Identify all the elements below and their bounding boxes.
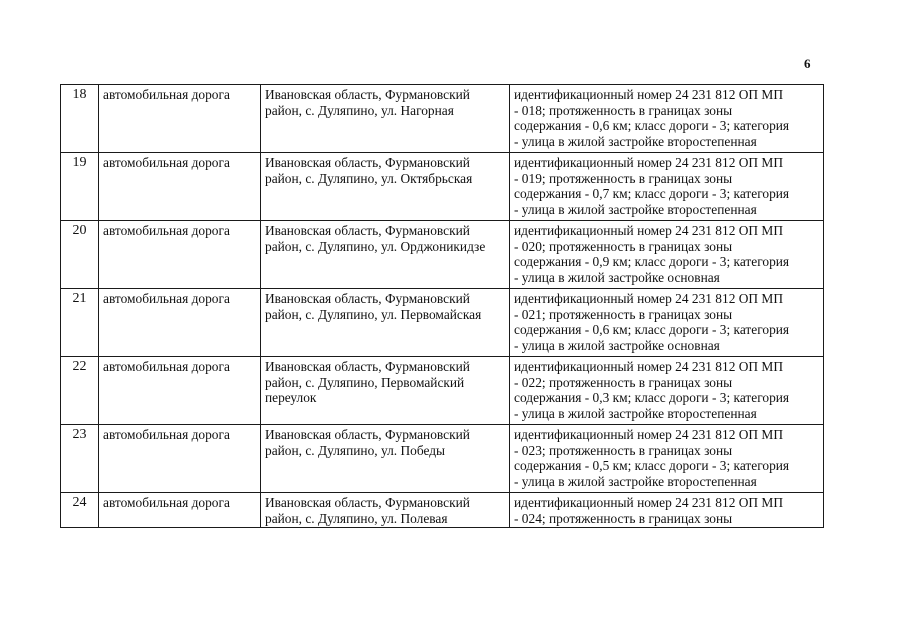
description-line: - 022; протяженность в границах зоны — [514, 374, 733, 390]
description-line: - 024; протяженность в границах зоны — [514, 510, 733, 526]
description-line: идентификационный номер 24 231 812 ОП МП — [514, 495, 784, 510]
description-line: идентификационный номер 24 231 812 ОП МП — [514, 87, 784, 102]
description-line: - улица в жилой застройке второстепенная — [514, 133, 757, 149]
address-cell — [261, 221, 510, 289]
description-line: идентификационный номер 24 231 812 ОП МП — [514, 155, 784, 170]
table-row — [61, 493, 824, 528]
row-number-cell: 18 — [61, 85, 99, 153]
address-cell — [261, 153, 510, 221]
address-line: район, с. Дуляпино, ул. Орджоникидзе — [265, 238, 486, 254]
table-row — [61, 85, 824, 153]
address-cell — [261, 85, 510, 153]
address-line: Ивановская область, Фурмановский — [265, 155, 470, 170]
description-line: - 020; протяженность в границах зоны — [514, 238, 733, 254]
description-line: содержания - 0,6 км; класс дороги - 3; категория — [514, 322, 790, 338]
address-cell — [261, 425, 510, 493]
description-line: идентификационный номер 24 231 812 ОП МП — [514, 291, 784, 306]
address-line: район, с. Дуляпино, Первомайский — [265, 374, 465, 390]
address-line: переулок — [265, 390, 317, 406]
road-name-cell: автомобильная дорога — [99, 289, 261, 357]
address-line: Ивановская область, Фурмановский — [265, 427, 470, 442]
address-line: Ивановская область, Фурмановский — [265, 495, 470, 510]
description-line: - 021; протяженность в границах зоны — [514, 306, 733, 322]
description-line: - улица в жилой застройке второстепенная — [514, 405, 757, 421]
address-cell — [261, 289, 510, 357]
address-line: Ивановская область, Фурмановский — [265, 291, 470, 306]
address-line: Ивановская область, Фурмановский — [265, 359, 470, 374]
address-line: Ивановская область, Фурмановский — [265, 87, 470, 102]
road-name-cell: автомобильная дорога — [99, 153, 261, 221]
page-number: 6 — [804, 56, 811, 71]
description-line: идентификационный номер 24 231 812 ОП МП — [514, 359, 784, 374]
road-name-cell: автомобильная дорога — [99, 425, 261, 493]
address-line: Ивановская область, Фурмановский — [265, 223, 470, 238]
roads-table — [60, 84, 824, 528]
table-row — [61, 357, 824, 425]
description-line: - улица в жилой застройке основная — [514, 269, 720, 285]
row-number-cell: 19 — [61, 153, 99, 221]
roads-table-body — [61, 85, 824, 528]
description-line: содержания - 0,9 км; класс дороги - 3; категория — [514, 254, 790, 270]
description-cell — [510, 357, 824, 425]
description-line: идентификационный номер 24 231 812 ОП МП — [514, 223, 784, 238]
address-line: район, с. Дуляпино, ул. Нагорная — [265, 102, 454, 118]
description-line: - 018; протяженность в границах зоны — [514, 102, 733, 118]
table-row — [61, 153, 824, 221]
description-cell — [510, 289, 824, 357]
road-name-cell: автомобильная дорога — [99, 85, 261, 153]
description-cell — [510, 493, 824, 528]
description-cell — [510, 425, 824, 493]
description-line: - улица в жилой застройке второстепенная — [514, 473, 757, 489]
row-number-cell: 21 — [61, 289, 99, 357]
address-line: район, с. Дуляпино, ул. Полевая — [265, 510, 448, 526]
row-number-cell: 24 — [61, 493, 99, 528]
address-cell — [261, 493, 510, 528]
row-number-cell: 22 — [61, 357, 99, 425]
road-name-cell: автомобильная дорога — [99, 493, 261, 528]
description-line: содержания - 0,5 км; класс дороги - 3; категория — [514, 458, 790, 474]
description-line: содержания - 0,3 км; класс дороги - 3; категория — [514, 390, 790, 406]
description-line: содержания - 0,7 км; класс дороги - 3; категория — [514, 186, 790, 202]
table-row — [61, 221, 824, 289]
table-row — [61, 289, 824, 357]
row-number-cell: 20 — [61, 221, 99, 289]
description-cell — [510, 153, 824, 221]
road-name-cell: автомобильная дорога — [99, 357, 261, 425]
description-cell — [510, 85, 824, 153]
address-cell — [261, 357, 510, 425]
description-line: - 019; протяженность в границах зоны — [514, 170, 733, 186]
table-row — [61, 425, 824, 493]
road-name-cell: автомобильная дорога — [99, 221, 261, 289]
description-line: - улица в жилой застройке второстепенная — [514, 201, 757, 217]
row-number-cell: 23 — [61, 425, 99, 493]
description-line: идентификационный номер 24 231 812 ОП МП — [514, 427, 784, 442]
address-line: район, с. Дуляпино, ул. Первомайская — [265, 306, 482, 322]
address-line: район, с. Дуляпино, ул. Победы — [265, 442, 446, 458]
description-cell — [510, 221, 824, 289]
address-line: район, с. Дуляпино, ул. Октябрьская — [265, 170, 473, 186]
description-line: - 023; протяженность в границах зоны — [514, 442, 733, 458]
description-line: содержания - 0,6 км; класс дороги - 3; категория — [514, 118, 790, 134]
description-line: - улица в жилой застройке основная — [514, 337, 720, 353]
